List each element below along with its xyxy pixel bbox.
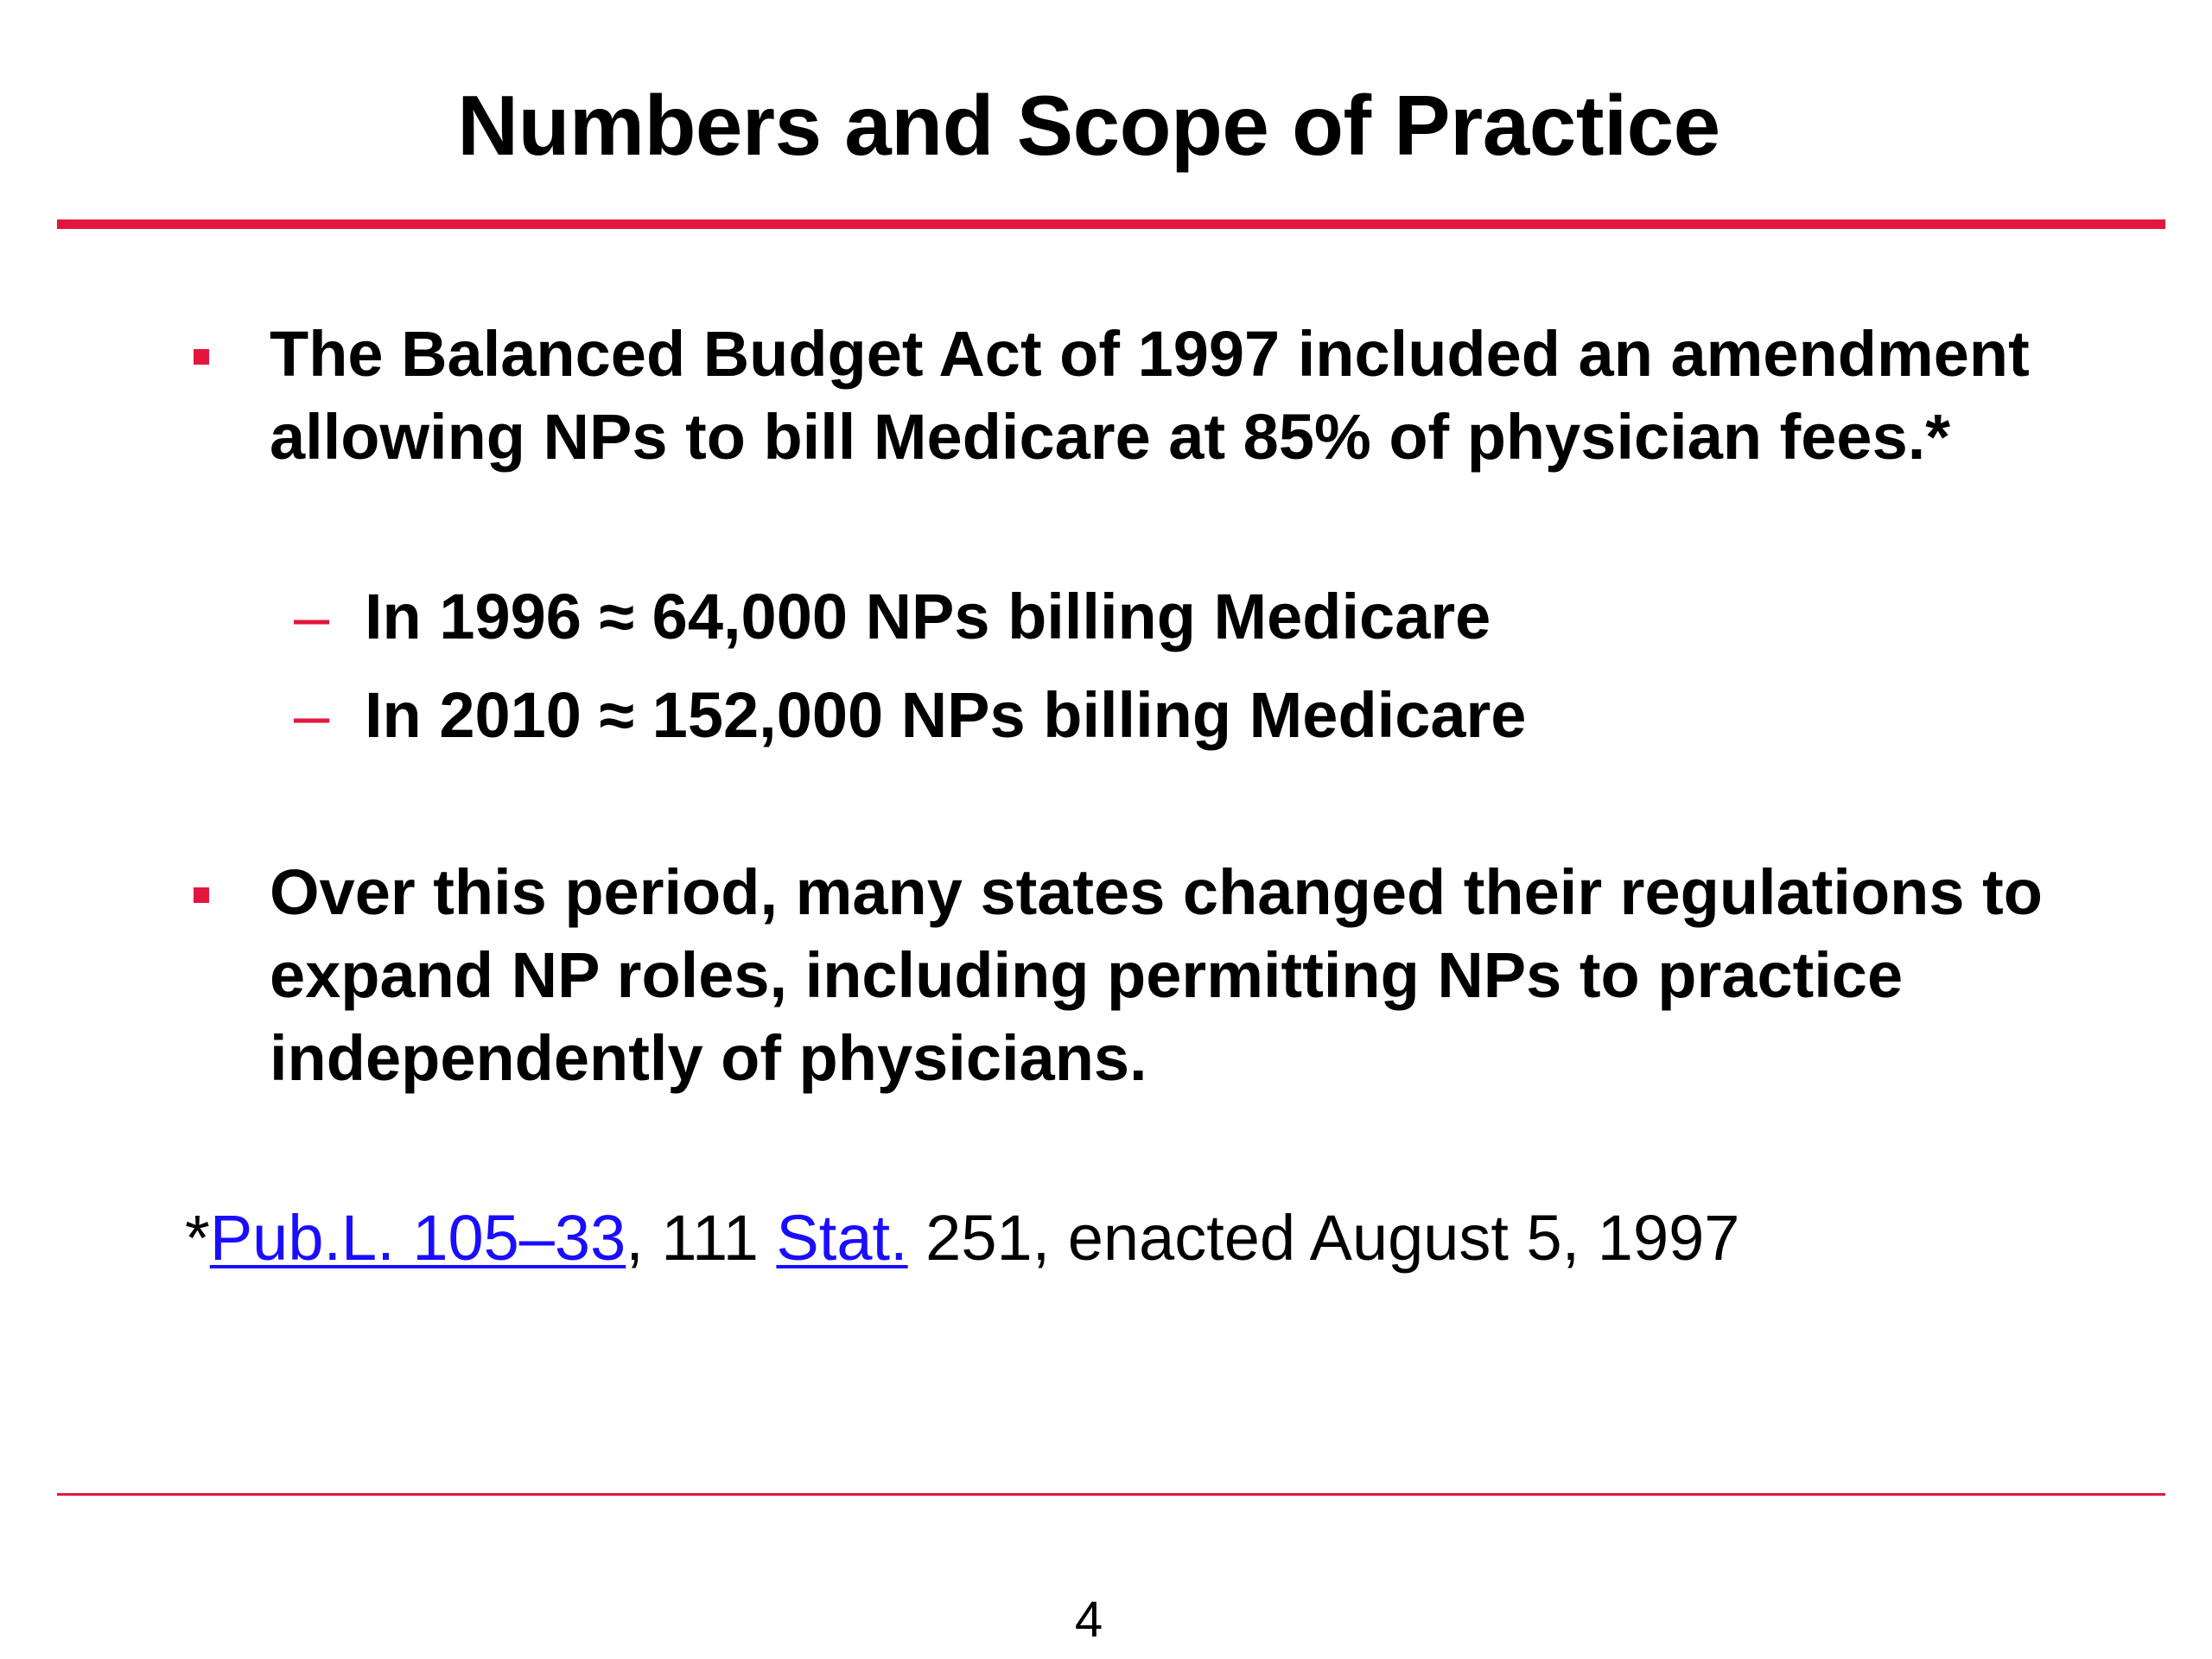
bullet-text: Over this period, many states changed their regulations to expand NP roles, including permitting NPs to practice independently of physicians. xyxy=(270,856,2043,1094)
footnote-asterisk: * xyxy=(185,1202,210,1274)
title-divider xyxy=(57,219,2165,229)
footer-divider xyxy=(57,1493,2165,1496)
square-bullet-icon xyxy=(194,887,209,903)
bullet-text: The Balanced Budget Act of 1997 included an amendment allowing NPs to bill Medicare at 85% of physician fees.* xyxy=(270,318,2030,473)
statutes-link[interactable]: Stat. xyxy=(776,1202,908,1274)
dash-bullet-icon: – xyxy=(294,581,330,652)
sub-bullet-text: In 2010 ≈ 152,000 NPs billing Medicare xyxy=(365,679,1527,751)
sub-bullet-text: In 1996 ≈ 64,000 NPs billing Medicare xyxy=(365,581,1491,652)
page-number: 4 xyxy=(1074,1592,1103,1648)
dash-bullet-icon: – xyxy=(294,679,330,751)
footnote xyxy=(185,1197,1739,1280)
slide-title: Numbers and Scope of Practice xyxy=(457,78,1720,173)
square-bullet-icon xyxy=(194,349,209,365)
footnote-text: 251, enacted August 5, 1997 xyxy=(907,1202,1740,1274)
public-law-link[interactable]: Pub.L. 105–33 xyxy=(209,1202,626,1274)
footnote-text: , 111 xyxy=(626,1202,777,1274)
